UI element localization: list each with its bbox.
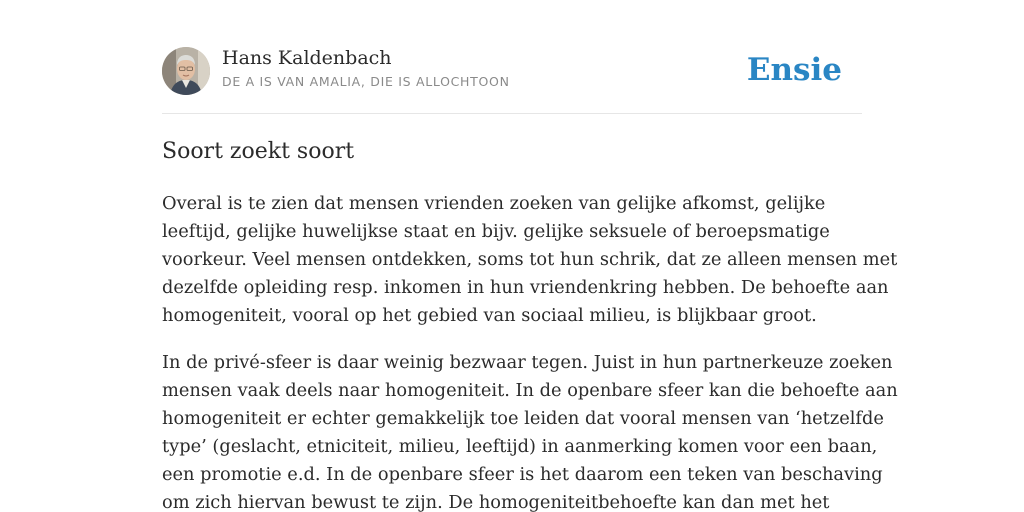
paragraph-line: mensen vaak deels naar homogeniteit. In de openbare sfeer kan die behoefte aan [162, 380, 898, 401]
article-paragraph [162, 349, 898, 512]
paragraph-line: homogeniteit, vooral op het gebied van sociaal milieu, is blijkbaar groot. [162, 305, 817, 326]
header-divider [162, 113, 862, 114]
author-subtitle: DE A IS VAN AMALIA, DIE IS ALLOCHTOON [222, 74, 510, 89]
article-title: Soort zoekt soort [162, 139, 355, 164]
avatar-portrait-icon [162, 47, 210, 95]
paragraph-line: In de privé-sfeer is daar weinig bezwaar tegen. Juist in hun partnerkeuze zoeken [162, 352, 893, 373]
paragraph-line: een promotie e.d. In de openbare sfeer is het daarom een teken van beschaving [162, 464, 883, 485]
paragraph-line: type’ (geslacht, etniciteit, milieu, leeftijd) in aanmerking komen voor een baan, [162, 436, 878, 457]
author-header [162, 46, 862, 96]
ensie-logo[interactable]: Ensie [746, 52, 842, 88]
author-avatar[interactable] [162, 47, 210, 95]
paragraph-line: dezelfde opleiding resp. inkomen in hun vriendenkring hebben. De behoefte aan [162, 277, 889, 298]
author-name[interactable]: Hans Kaldenbach [222, 47, 392, 69]
paragraph-line: voorkeur. Veel mensen ontdekken, soms tot hun schrik, dat ze alleen mensen met [162, 249, 898, 270]
article-body [162, 190, 898, 512]
paragraph-line: Overal is te zien dat mensen vrienden zoeken van gelijke afkomst, gelijke [162, 193, 826, 214]
article-paragraph [162, 190, 898, 330]
paragraph-line: leeftijd, gelijke huwelijkse staat en bijv. gelijke seksuele of beroepsmatige [162, 221, 830, 242]
paragraph-line: om zich hiervan bewust te zijn. De homogeniteitbehoefte kan dan met het [162, 492, 830, 512]
paragraph-line: homogeniteit er echter gemakkelijk toe leiden dat vooral mensen van ‘hetzelfde [162, 408, 884, 429]
